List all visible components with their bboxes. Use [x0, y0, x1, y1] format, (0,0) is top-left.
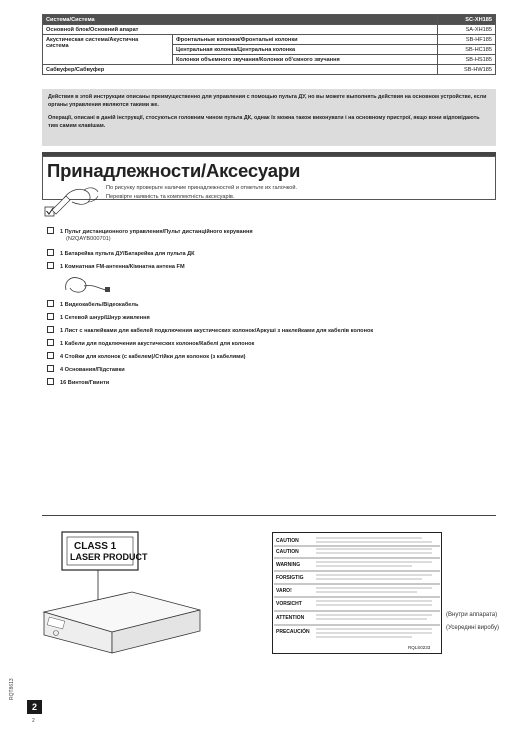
page-number-small: 2: [32, 718, 35, 724]
accessory-checkbox[interactable]: [47, 339, 54, 346]
spec-header-row: [43, 15, 496, 25]
accessory-sticker-sheet: [47, 326, 373, 335]
laser-label-line2: LASER PRODUCT: [70, 552, 148, 562]
warning-forsigtig: FORSIGTIG: [276, 575, 304, 581]
spec-speaker-label-line1: Акустическая система/Акустична: [46, 37, 139, 43]
accessory-speaker-stands: [47, 352, 246, 361]
note-ukrainian: Операції, описані в даній інструкції, стосуються головним чином пульта ДК, однак їх можна також виконувати і на основному пристрої, якщо вони відповідають тим самим клавішам.: [48, 115, 480, 129]
accessory-checkbox[interactable]: [47, 249, 54, 256]
accessory-remote-label: 1 Пульт дистанционного управления/Пульт дистанційного керування: [60, 229, 253, 235]
accessory-checkbox[interactable]: [47, 227, 54, 234]
spec-subwoofer-label: Сабвуфер/Сабвуфер: [43, 65, 438, 75]
note-russian: Действия в этой инструкции описаны преимущественно для управления с помощью пульта ДУ, но вы можете выполнять действия на основном устройстве, если органы управления являются такими же.: [48, 94, 487, 108]
accessory-bases-label: 4 Основания/Підставки: [60, 367, 125, 373]
spec-surround-label: Колонки объемного звучания/Колонки об'ємного звучання: [173, 55, 438, 65]
warning-caution-2: CAUTION: [276, 549, 299, 555]
accessory-checkbox[interactable]: [47, 326, 54, 333]
remote-part-number: (N2QAYB000701): [66, 236, 111, 242]
accessory-screws-label: 16 Винтов/Гвинти: [60, 380, 110, 386]
spec-speaker-system-label: [43, 35, 173, 65]
warning-varo: VARO!: [276, 588, 292, 594]
accessories-intro: [106, 184, 297, 202]
warning-precaucion: PRECAUCIÓN: [276, 629, 310, 635]
accessory-speaker-cables-label: 1 Кабели для подключения акустических колонок/Кабелі для колонок: [60, 341, 255, 347]
laser-label-line1: CLASS 1: [74, 541, 117, 552]
warning-vorsicht: VORSICHT: [276, 601, 302, 607]
spec-header-model: SC-XH185: [438, 15, 496, 25]
accessory-power-cord: [47, 313, 150, 322]
spec-row-subwoofer: [43, 65, 496, 75]
operation-notes-box: [42, 89, 496, 146]
spec-row-main-unit: [43, 25, 496, 35]
laser-label-code: RQLS0233: [408, 645, 431, 650]
accessory-bases: [47, 365, 125, 374]
warning-caution-1: CAUTION: [276, 538, 299, 544]
warning-warning: WARNING: [276, 562, 301, 568]
fm-antenna-icon: [62, 272, 112, 296]
accessory-checkbox[interactable]: [47, 352, 54, 359]
document-code: RQT8613: [9, 678, 15, 700]
accessory-sticker-sheet-label: 1 Лист с наклейками для кабелей подключения акустических колонок/Аркуші з наклейками для кабелів колонок: [60, 328, 374, 334]
accessory-power-cord-label: 1 Сетевой шнур/Шнур живлення: [60, 315, 150, 321]
system-spec-table: [42, 14, 496, 75]
spec-main-unit-model: SA-XH185: [438, 25, 496, 35]
spec-front-label: Фронтальные колонки/Фронтальні колонки: [173, 35, 438, 45]
intro-line-ru: По рисунку проверьте наличие принадлежностей и отметьте их галочкой.: [106, 185, 298, 191]
spec-front-model: SB-HF185: [438, 35, 496, 45]
caption-inside-ru: (Внутри аппарата): [446, 612, 498, 618]
accessory-checkbox[interactable]: [47, 262, 54, 269]
accessory-battery-label: 1 Батарейка пульта ДУ/Батарейка для пульта ДК: [60, 251, 195, 257]
accessories-title: Принадлежности/Аксесуари: [47, 160, 301, 181]
accessory-speaker-stands-label: 4 Стойки для колонок (с кабелем)/Стійки для колонок (з кабелями): [60, 354, 246, 360]
accessory-checkbox[interactable]: [47, 365, 54, 372]
accessory-screws: [47, 378, 109, 387]
accessory-checkbox[interactable]: [47, 313, 54, 320]
accessory-checkbox[interactable]: [47, 378, 54, 385]
accessory-fm-antenna-label: 1 Комнатная FM-антенна/Кімнатна антена FM: [60, 264, 185, 270]
accessory-remote: [47, 227, 253, 236]
laser-section-rule: [42, 515, 496, 516]
page-number-tab: 2: [27, 700, 42, 714]
spec-main-unit-label: Основной блок/Основний апарат: [43, 25, 438, 35]
spec-center-label: Центральная колонка/Центральна колонка: [173, 45, 438, 55]
hand-checkmark-icon: [44, 180, 104, 220]
laser-warning-label-sheet: [272, 532, 442, 654]
warning-attention: ATTENTION: [276, 615, 305, 621]
accessory-speaker-cables: [47, 339, 254, 348]
spec-header-label: Система/Система: [43, 15, 438, 25]
accessory-video-cable-label: 1 Видеокабель/Відеокабель: [60, 302, 139, 308]
caption-inside-ua: (Усередині виробу): [446, 625, 499, 631]
spec-subwoofer-model: SB-HW185: [438, 65, 496, 75]
intro-line-ua: Перевірте наявність та комплектність аксесуарів.: [106, 194, 235, 200]
accessory-battery: [47, 249, 195, 258]
spec-row-front: [43, 35, 496, 45]
spec-surround-model: SB-HS185: [438, 55, 496, 65]
spec-center-model: SB-HC185: [438, 45, 496, 55]
laser-product-illustration: [42, 527, 202, 655]
accessory-checkbox[interactable]: [47, 300, 54, 307]
spec-speaker-label-line2: система: [46, 43, 69, 49]
accessory-video-cable: [47, 300, 138, 309]
accessory-fm-antenna: [47, 262, 185, 271]
